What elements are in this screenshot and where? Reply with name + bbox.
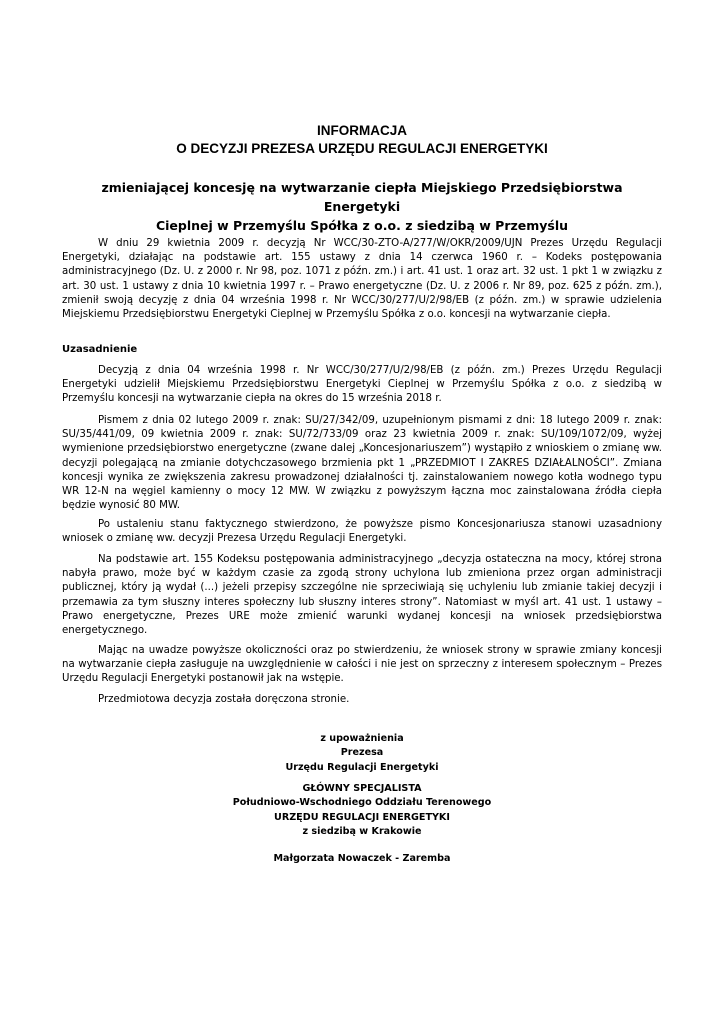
subtitle-line-1: zmieniającej koncesję na wytwarzanie ciepła Miejskiego Przedsiębiorstwa Energetyki [101, 180, 623, 214]
justification-paragraph-5: Mając na uwadze powyższe okoliczności oraz po stwierdzeniu, że wniosek strony w sprawie zmiany koncesji na wytwarzanie ciepła zasługuje na uwzględnienie w całości i nie jest on sprzeczny z interesem społecznym – Prezes Urzędu Regulacji Energetyki postanowił jak na wstępie. [62, 645, 662, 685]
document-subtitle [62, 178, 662, 235]
intro-paragraph: W dniu 29 kwietnia 2009 r. decyzją Nr WCC/30-ZTO-A/277/W/OKR/2009/UJN Prezes Urzędu Regulacji Energetyki, działając na podstawie art. 155 ustawy z dnia 14 czerwca 1960 r. – Kodeks postępowania administracyjnego (Dz. U. z 2000 r. Nr 98, poz. 1071 z późn. zm.) i art. 41 ust. 1 oraz art. 32 ust. 1 pkt 1 w związku z art. 30 ust. 1 ustawy z dnia 10 kwietnia 1997 r. – Prawo energetyczne (Dz. U. z 2006 r. Nr 89, poz. 625 z późn. zm.), zmienił swoją decyzję z dnia 04 września 1998 r. Nr WCC/30/277/U/2/98/EB (z późn. zm.) w sprawie udzielenia Miejskiemu Przedsiębiorstwu Energetyki Cieplnej w Przemyślu Spółka z o.o. koncesji na wytwarzanie ciepła. [62, 238, 662, 321]
signatory-title-block [62, 782, 662, 840]
title-line-2: O DECYZJI PREZESA URZĘDU REGULACJI ENERGETYKI [176, 141, 548, 156]
title-line-1: INFORMACJA [317, 123, 407, 138]
signature-block [62, 732, 662, 775]
justification-paragraph-1: Decyzją z dnia 04 września 1998 r. Nr WCC/30/277/U/2/98/EB (z późn. zm.) Prezes Urzędu Regulacji Energetyki udzielił Miejskiemu Przedsiębiorstwu Energetyki Cieplnej w Przemyślu Spółka z o.o. z siedzibą w Przemyślu koncesji na wytwarzanie ciepła na okres do 15 września 2018 r. [62, 365, 662, 405]
justification-paragraph-4: Na podstawie art. 155 Kodeksu postępowania administracyjnego „decyzja ostateczna na mocy, której strona nabyła prawo, może być w każdym czasie za zgodą strony uchylona lub zmieniona przez organ administracji publicznej, który ją wydał (...) jeżeli przepisy szczególne nie sprzeciwiają się uchyleniu lub zmianie takiej decyzji i przemawia za tym słuszny interes społeczny lub słuszny interes strony”. Natomiast w myśl art. 41 ust. 1 ustawy – Prawo energetyczne, Prezes URE może zmienić warunki wydanej koncesji na wniosek przedsiębiorstwa energetycznego. [62, 554, 662, 637]
signatory-name: Małgorzata Nowaczek - Zaremba [273, 853, 451, 864]
signature-line-7: z siedzibą w Krakowie [302, 826, 422, 838]
signature-line-5: Południowo-Wschodniego Oddziału Terenowego [232, 797, 492, 809]
justification-paragraph-2: Pismem z dnia 02 lutego 2009 r. znak: SU/27/342/09, uzupełnionym pismami z dni: 18 lutego 2009 r. znak: SU/35/441/09, 09 kwietnia 2009 r. znak: SU/72/733/09 oraz 23 kwietnia 2009 r. znak: SU/109/1072/09, wyżej wymienione przedsiębiorstwo energetyczne (zwane dalej „Koncesjonariuszem”) wystąpiło z wnioskiem o zmianę ww. decyzji polegającą na zmianie dotychczasowego brzmienia pkt 1 „PRZEDMIOT I ZAKRES DZIAŁALNOŚCI”. Zmiana koncesji wynika ze zwiększenia zakresu prowadzonej działalności tj. zainstalowaniem nowego kotła wodnego typu WR 12-N na węgiel kamienny o mocy 12 MW. W związku z powyższym łączna moc zainstalowana źródła ciepła będzie wynosić 80 MW. [62, 415, 662, 512]
signature-line-3: Urzędu Regulacji Energetyki [285, 761, 439, 773]
signature-line-1: z upoważnienia [320, 733, 404, 744]
document-title [62, 122, 662, 158]
signature-line-4: GŁÓWNY SPECJALISTA [302, 783, 422, 794]
justification-paragraph-6: Przedmiotowa decyzja została doręczona stronie. [98, 694, 350, 705]
signature-line-6: URZĘDU REGULACJI ENERGETYKI [274, 811, 450, 823]
signature-line-2: Prezesa [340, 747, 384, 759]
justification-paragraph-3: Po ustaleniu stanu faktycznego stwierdzono, że powyższe pismo Koncesjonariusza stanowi uzasadniony wniosek o zmianę ww. decyzji Prezesa Urzędu Regulacji Energetyki. [62, 519, 662, 545]
justification-heading: Uzasadnienie [62, 344, 138, 355]
subtitle-line-2: Cieplnej w Przemyślu Spółka z o.o. z siedzibą w Przemyślu [155, 218, 569, 233]
